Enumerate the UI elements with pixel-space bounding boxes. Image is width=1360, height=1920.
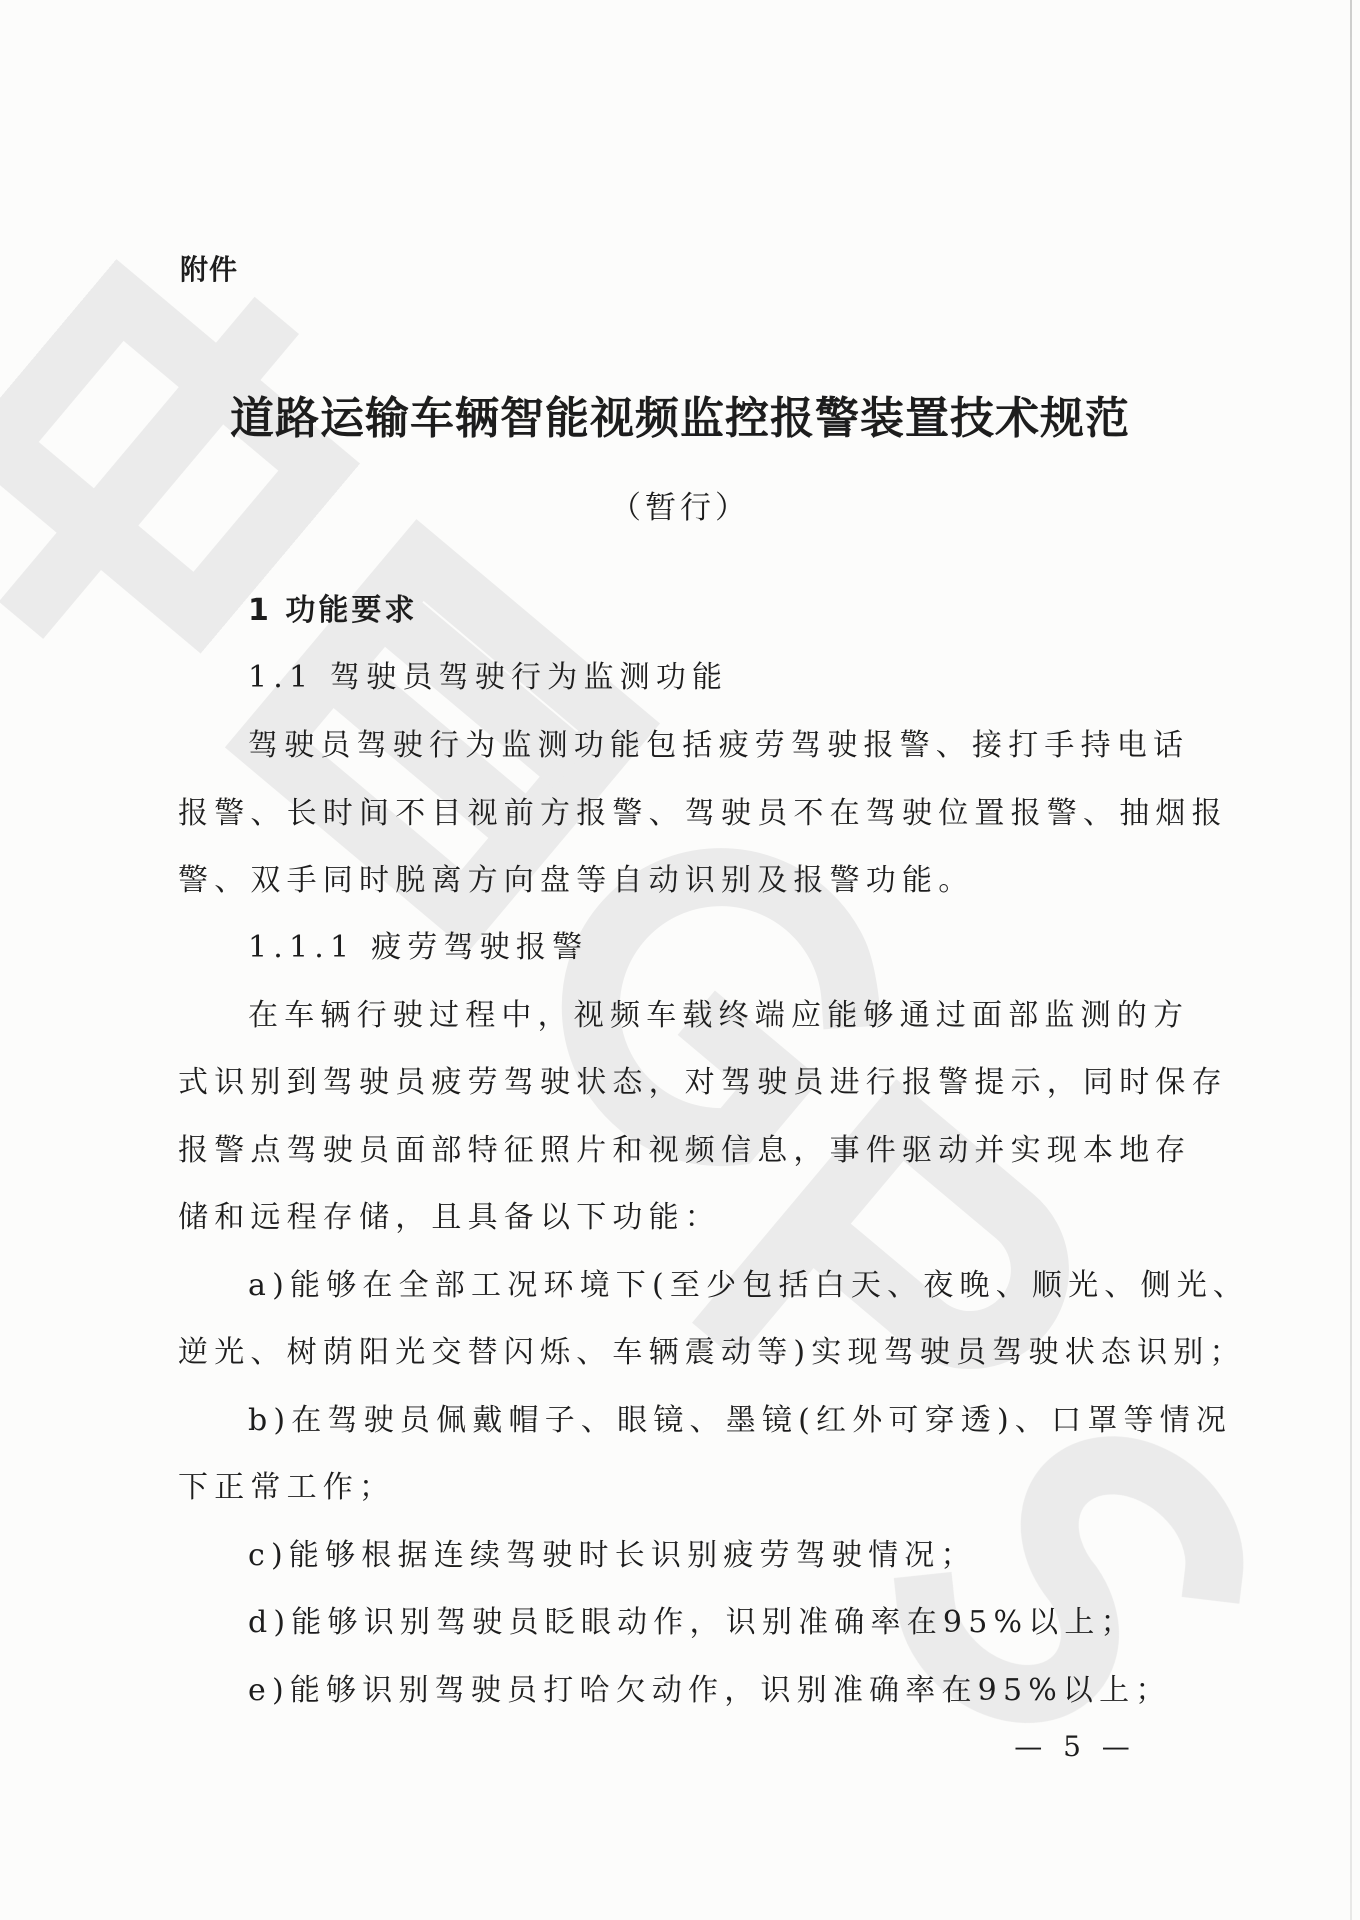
page-number: — 5 — [1014, 1730, 1136, 1763]
list-item-d: d)能够识别驾驶员眨眼动作，识别准确率在95%以上； [248, 1605, 1137, 1640]
list-item-e: e)能够识别驾驶员打哈欠动作，识别准确率在95%以上； [248, 1673, 1172, 1708]
document-title: 道路运输车辆智能视频监控报警装置技术规范 [230, 393, 1130, 444]
body-line: 报警、长时间不目视前方报警、驾驶员不在驾驶位置报警、抽烟报 [178, 796, 1228, 831]
document-subtitle: （暂行） [610, 490, 750, 526]
body-line: 报警点驾驶员面部特征照片和视频信息，事件驱动并实现本地存 [178, 1133, 1192, 1168]
section-heading-1: 1 功能要求 [248, 593, 418, 628]
list-item-c: c)能够根据连续驾驶时长识别疲劳驾驶情况； [248, 1538, 977, 1573]
section-heading-1-1: 1.1 驾驶员驾驶行为监测功能 [248, 660, 729, 695]
list-item-a: a)能够在全部工况环境下(至少包括白天、夜晚、顺光、侧光、 [248, 1268, 1250, 1303]
body-line: 逆光、树荫阳光交替闪烁、车辆震动等)实现驾驶员驾驶状态识别； [178, 1335, 1246, 1370]
attachment-label: 附件 [180, 253, 239, 286]
body-line: 式识别到驾驶员疲劳驾驶状态，对驾驶员进行报警提示，同时保存 [178, 1065, 1228, 1100]
section-heading-1-1-1: 1.1.1 疲劳驾驶报警 [248, 930, 589, 965]
body-line: 在车辆行驶过程中，视频车载终端应能够通过面部监测的方 [248, 998, 1190, 1033]
body-line: 储和远程存储，且具备以下功能： [178, 1200, 721, 1235]
body-line: 下正常工作； [178, 1470, 396, 1505]
body-line: 警、双手同时脱离方向盘等自动识别及报警功能。 [178, 863, 975, 898]
list-item-b: b)在驾驶员佩戴帽子、眼镜、墨镜(红外可穿透)、口罩等情况 [248, 1403, 1233, 1438]
body-line: 驾驶员驾驶行为监测功能包括疲劳驾驶报警、接打手持电话 [248, 728, 1190, 763]
